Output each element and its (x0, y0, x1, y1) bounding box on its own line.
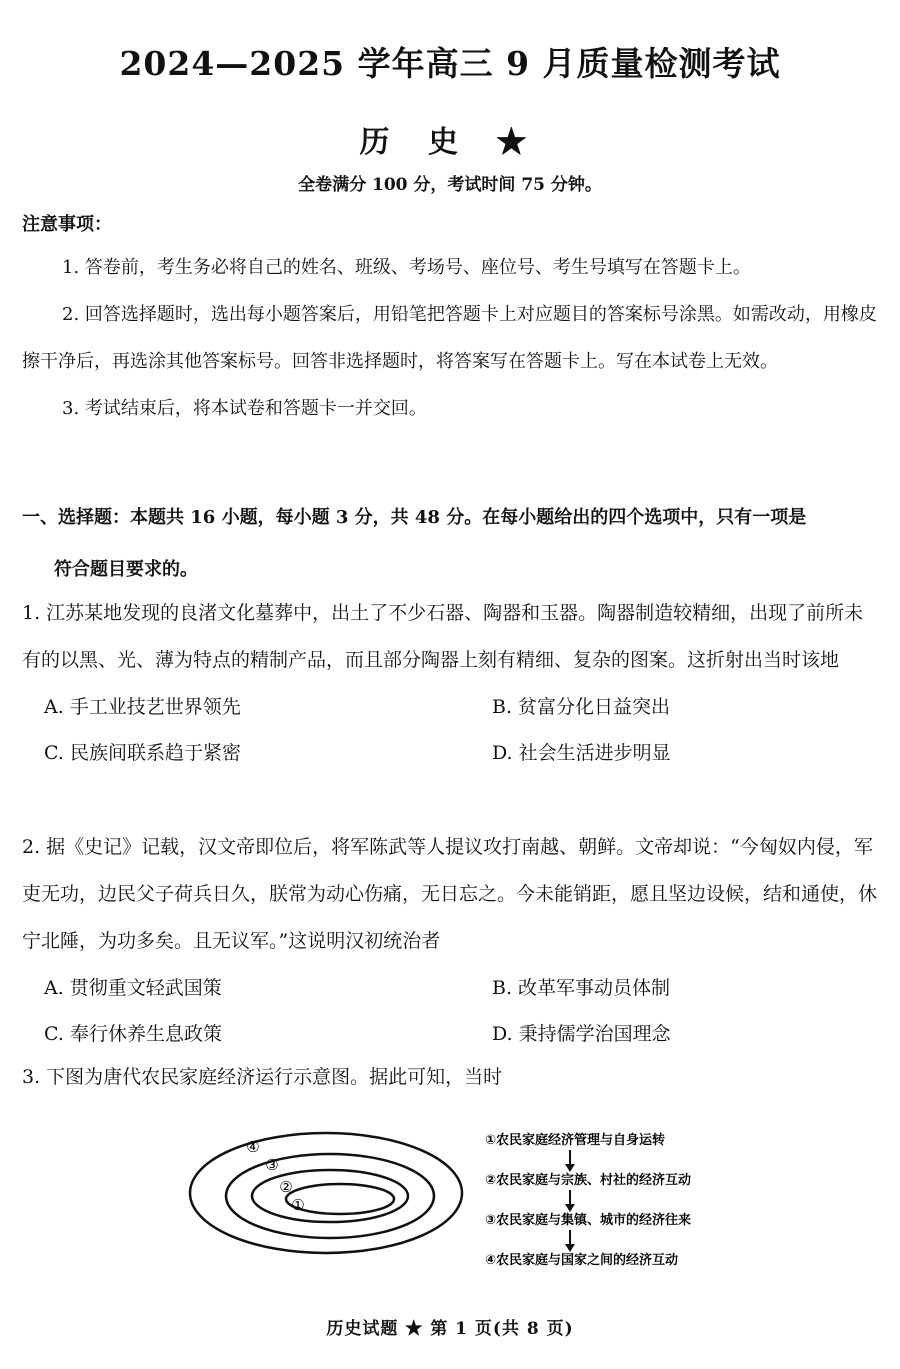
question-3 (22, 1054, 880, 1101)
question-stem: 1. 江苏某地发现的良渚文化墓葬中，出土了不少石器、陶器和玉器。陶器制造较精细，出现了前所未有的以黑、光、薄为特点的精制产品，而且部分陶器上刻有精细、复杂的图案。这折射出当时该地 (22, 602, 864, 671)
exam-title: 2024—2025 学年高三 9 月质量检测考试 (119, 44, 781, 83)
notice-list (22, 244, 878, 432)
ring-label: ③ (265, 1156, 279, 1174)
question-stem: 2. 据《史记》记载，汉文帝即位后，将军陈武等人提议攻打南越、朝鲜。文帝却说：“今匈奴内侵，军吏无功，边民父子荷兵日久，朕常为动心伤痛，无日忘之。今未能销距，愿且坚边设候，结和通使，休宁北陲，为功多矣。且无议军。”这说明汉初统治者 (22, 836, 878, 952)
legend-item: ①农民家庭经济管理与自身运转 (485, 1133, 666, 1148)
exam-meta: 全卷满分 100 分，考试时间 75 分钟。 (298, 175, 602, 195)
economy-diagram (0, 1118, 900, 1288)
legend-item: ④农民家庭与国家之间的经济互动 (485, 1253, 679, 1268)
ring-label: ② (279, 1178, 293, 1196)
option-b: B. 改革军事动员体制 (492, 977, 671, 999)
legend-item: ③农民家庭与集镇、城市的经济往来 (485, 1213, 692, 1228)
arrow-head-icon (565, 1164, 575, 1172)
option-b: B. 贫富分化日益突出 (492, 696, 671, 718)
question-stem: 3. 下图为唐代农民家庭经济运行示意图。据此可知，当时 (22, 1066, 503, 1088)
notice-item: 1. 答卷前，考生务必将自己的姓名、班级、考场号、座位号、考生号填写在答题卡上。 (62, 257, 751, 278)
subject-title: 历 史 ★ (359, 125, 541, 160)
question-1 (22, 590, 880, 776)
option-c: C. 民族间联系趋于紧密 (44, 742, 241, 764)
notice-heading: 注意事项： (22, 214, 112, 235)
arrow-head-icon (565, 1244, 575, 1252)
ring-3 (226, 1154, 434, 1238)
arrow-head-icon (565, 1204, 575, 1212)
option-c: C. 奉行休养生息政策 (44, 1023, 222, 1045)
option-a: A. 贯彻重文轻武国策 (44, 977, 222, 999)
section-line: 符合题目要求的。 (54, 559, 198, 580)
page-footer: 历史试题 ★ 第 1 页(共 8 页) (326, 1319, 574, 1339)
section-heading (22, 492, 878, 596)
ring-label: ④ (246, 1138, 260, 1156)
notice-item: 2. 回答选择题时，选出每小题答案后，用铅笔把答题卡上对应题目的答案标号涂黑。如需改动，用橡皮擦干净后，再选涂其他答案标号。回答非选择题时，将答案写在答题卡上。写在本试卷上无效。 (22, 304, 877, 372)
option-grid (22, 965, 880, 1057)
option-d: D. 社会生活进步明显 (492, 742, 671, 764)
ring-4 (190, 1133, 462, 1253)
option-a: A. 手工业技艺世界领先 (44, 696, 241, 718)
question-2 (22, 824, 880, 1057)
ring-label: ① (291, 1196, 305, 1214)
option-grid (22, 684, 880, 776)
option-d: D. 秉持儒学治国理念 (492, 1023, 671, 1045)
section-line: 一、选择题：本题共 16 小题，每小题 3 分，共 48 分。在每小题给出的四个选项中，只有一项是 (22, 507, 807, 528)
notice-item: 3. 考试结束后，将本试卷和答题卡一并交回。 (62, 398, 427, 419)
legend-item: ②农民家庭与宗族、村社的经济互动 (485, 1173, 692, 1188)
